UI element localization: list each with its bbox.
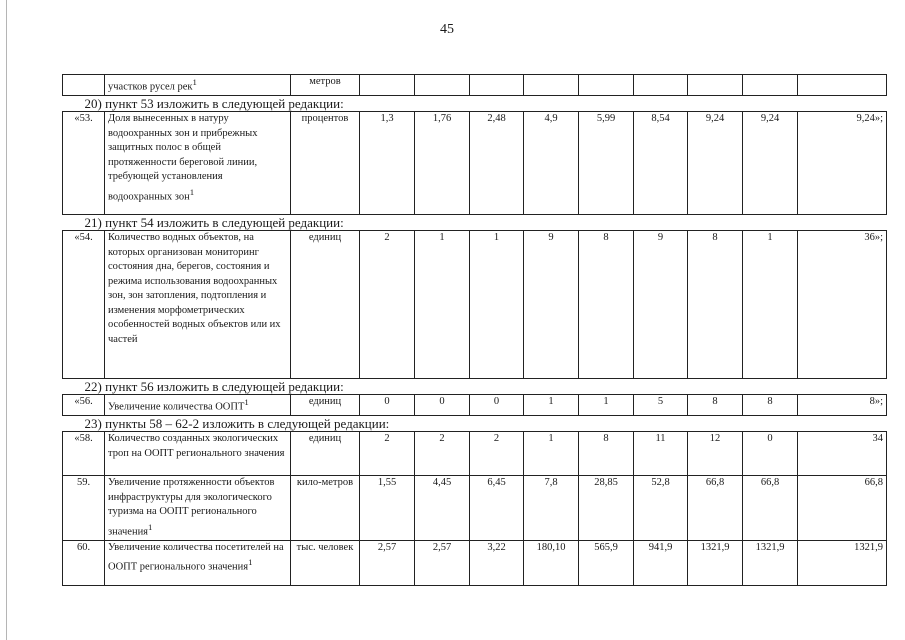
value-cell: 2,57 — [415, 540, 470, 585]
value-cell: 565,9 — [579, 540, 634, 585]
table-row-59 — [63, 476, 887, 541]
unit-cell: метров — [291, 75, 360, 96]
amendment-caption-text: 20) пункт 53 изложить в следующей редакции: — [63, 96, 887, 112]
row-number: 59. — [63, 476, 105, 541]
value-cell: 1,3 — [360, 112, 415, 215]
table-row-56 — [63, 395, 887, 416]
value-cell: 2,48 — [470, 112, 524, 215]
value-cell: 8 — [743, 395, 798, 416]
footnote-mark: 1 — [248, 557, 253, 567]
value-cell: 8 — [688, 395, 743, 416]
unit-cell: единиц — [291, 432, 360, 476]
value-cell: 0 — [360, 395, 415, 416]
row-number: «58. — [63, 432, 105, 476]
value-cell — [415, 75, 470, 96]
value-cell: 12 — [688, 432, 743, 476]
indicator-description: Количество созданных экологических троп на ООПТ регионального значения — [105, 432, 291, 476]
value-cell: 9,24 — [688, 112, 743, 215]
indicator-description: Увеличение количества посетителей на ООПТ регионального значения$^1$ — [105, 540, 291, 585]
value-cell: 52,8 — [634, 476, 688, 541]
value-cell: 2,57 — [360, 540, 415, 585]
value-cell: 1 — [743, 231, 798, 379]
table-row — [63, 75, 887, 96]
value-cell — [634, 75, 688, 96]
amendment-caption — [63, 416, 887, 432]
value-cell: 2 — [360, 231, 415, 379]
value-cell: 5,99 — [579, 112, 634, 215]
unit-cell: единиц — [291, 395, 360, 416]
footnote-mark: 1 — [148, 521, 153, 532]
value-cell: 8 — [688, 231, 743, 379]
value-cell: 2 — [415, 432, 470, 476]
footnote-mark: 1 — [244, 397, 249, 407]
table-row-60 — [63, 540, 887, 585]
value-cell: 8,54 — [634, 112, 688, 215]
value-cell: 4,45 — [415, 476, 470, 541]
amendment-caption — [63, 215, 887, 231]
value-cell: 66,8 — [743, 476, 798, 541]
table-row-58 — [63, 432, 887, 476]
value-cell: 7,8 — [524, 476, 579, 541]
indicator-description: участков русел рек$^1$ — [105, 75, 291, 96]
unit-cell: тыс. человек — [291, 540, 360, 585]
value-cell: 9 — [524, 231, 579, 379]
row-number: «53. — [63, 112, 105, 215]
indicator-description: Количество водных объектов, на которых организован мониторинг состояния дна, берегов, состояния и режима использования водоохранных зон, зон затопления, подтопления и изменения морфометрических особенностей водных объектов или их частей — [105, 231, 291, 379]
value-cell — [743, 75, 798, 96]
value-cell: 1321,9 — [798, 540, 887, 585]
value-cell: 9,24 — [743, 112, 798, 215]
value-cell: 9 — [634, 231, 688, 379]
value-cell: 1321,9 — [688, 540, 743, 585]
row-number: 60. — [63, 540, 105, 585]
value-cell — [579, 75, 634, 96]
indicator-description: Увеличение количества ООПТ$^1$ — [105, 395, 291, 416]
footnote-mark: 1 — [192, 77, 197, 87]
unit-cell: кило-метров — [291, 476, 360, 541]
value-cell: 1 — [524, 395, 579, 416]
value-cell: 4,9 — [524, 112, 579, 215]
value-cell — [524, 75, 579, 96]
table-row-54 — [63, 231, 887, 379]
value-cell: 1321,9 — [743, 540, 798, 585]
value-cell: 36»; — [798, 231, 887, 379]
value-cell — [798, 75, 887, 96]
value-cell: 28,85 — [579, 476, 634, 541]
unit-cell: процентов — [291, 112, 360, 215]
amendment-caption-text: 22) пункт 56 изложить в следующей редакции: — [63, 379, 887, 395]
row-number — [63, 75, 105, 96]
value-cell: 6,45 — [470, 476, 524, 541]
value-cell: 8 — [579, 432, 634, 476]
value-cell: 1 — [415, 231, 470, 379]
unit-cell: единиц — [291, 231, 360, 379]
scan-left-edge — [6, 0, 7, 640]
amendment-caption — [63, 379, 887, 395]
indicator-description: Увеличение протяженности объектов инфраструктуры для экологического туризма на ООПТ регионального значения$^1$ — [105, 476, 291, 541]
value-cell — [688, 75, 743, 96]
value-cell: 1 — [524, 432, 579, 476]
value-cell: 180,10 — [524, 540, 579, 585]
value-cell: 11 — [634, 432, 688, 476]
value-cell: 9,24»; — [798, 112, 887, 215]
value-cell: 1,76 — [415, 112, 470, 215]
value-cell — [360, 75, 415, 96]
value-cell: 8 — [579, 231, 634, 379]
value-cell: 1 — [470, 231, 524, 379]
amendment-caption-text: 23) пункты 58 – 62-2 изложить в следующей редакции: — [63, 416, 887, 432]
value-cell: 0 — [743, 432, 798, 476]
value-cell: 5 — [634, 395, 688, 416]
indicator-description: Доля вынесенных в натуру водоохранных зон и прибрежных защитных полос в общей протяженности береговой линии, требующей установления водоохранных зон$^1$ — [105, 112, 291, 215]
value-cell: 941,9 — [634, 540, 688, 585]
value-cell: 2 — [360, 432, 415, 476]
row-number: «54. — [63, 231, 105, 379]
value-cell: 8»; — [798, 395, 887, 416]
value-cell: 34 — [798, 432, 887, 476]
page-number: 45 — [440, 22, 454, 37]
value-cell: 66,8 — [798, 476, 887, 541]
row-number: «56. — [63, 395, 105, 416]
value-cell: 1,55 — [360, 476, 415, 541]
value-cell: 1 — [579, 395, 634, 416]
value-cell — [470, 75, 524, 96]
value-cell: 3,22 — [470, 540, 524, 585]
amendment-caption-text: 21) пункт 54 изложить в следующей редакции: — [63, 215, 887, 231]
amendment-caption — [63, 96, 887, 112]
value-cell: 2 — [470, 432, 524, 476]
value-cell: 0 — [415, 395, 470, 416]
footnote-mark: 1 — [189, 186, 195, 197]
value-cell: 66,8 — [688, 476, 743, 541]
value-cell: 0 — [470, 395, 524, 416]
table-row-53 — [63, 112, 887, 215]
indicators-table — [62, 74, 887, 586]
